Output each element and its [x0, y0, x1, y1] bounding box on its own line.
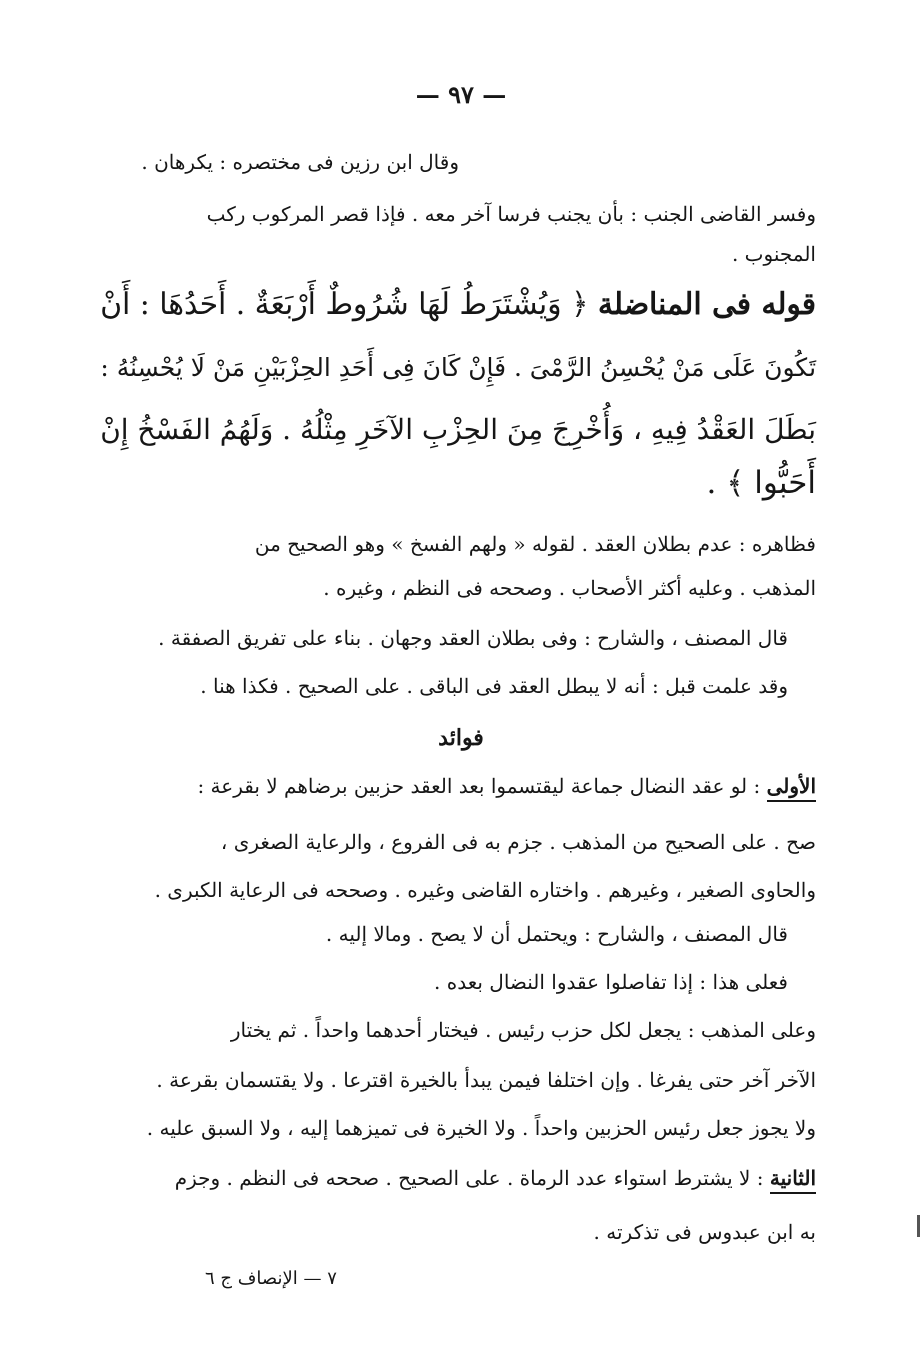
text-line: به ابن عبدوس فى تذكرته .	[593, 1220, 816, 1244]
text-line: وفسر القاضى الجنب : بأن يجنب فرسا آخر معه . فإذا قصر المركوب ركب	[206, 202, 816, 226]
text-line: قال المصنف ، والشارح : ويحتمل أن لا يصح . ومالا إليه .	[325, 922, 788, 946]
text-line	[175, 1168, 816, 1188]
section-lead: قوله فى المناضلة	[597, 287, 816, 322]
signature-mark: ٧ — الإنصاف ج ٦	[205, 1268, 337, 1289]
item-lead: الأولى	[767, 774, 816, 802]
text-line: المذهب . وعليه أكثر الأصحاب . وصححه فى النظم ، وغيره .	[323, 576, 816, 600]
text-line: وقال ابن رزين فى مختصره : يكرهان .	[141, 150, 459, 174]
page-number: — ٩٧ —	[415, 80, 507, 109]
text-line: قال المصنف ، والشارح : وفى بطلان العقد وجهان . بناء على تفريق الصفقة .	[158, 626, 788, 650]
quoted-text-line: تَكُونَ عَلَى مَنْ يُحْسِنُ الرَّمْىَ . فَإِنْ كَانَ فِى أَحَدِ الحِزْبَيْنِ مَنْ لَا يُحْسِنُهُ :	[100, 353, 816, 382]
item-text: : لو عقد النضال جماعة ليقتسموا بعد العقد حزبين برضاهم لا بقرعة :	[197, 774, 761, 798]
quoted-text-line	[100, 287, 816, 322]
text-line: فظاهره : عدم بطلان العقد . لقوله « ولهم الفسخ » وهو الصحيح من	[254, 532, 816, 556]
scan-edge-mark	[917, 1215, 920, 1237]
section-heading: فوائد	[438, 725, 484, 751]
text-line: فعلى هذا : إذا تفاصلوا عقدوا النضال بعده .	[434, 970, 788, 994]
text-line: المجنوب .	[731, 242, 816, 266]
text-line: الآخر آخر حتى يفرغا . وإن اختلفا فيمن يبدأ بالخيرة اقترعا . ولا يقتسمان بقرعة .	[156, 1068, 816, 1092]
text-line: والحاوى الصغير ، وغيرهم . واختاره القاضى وغيره . وصححه فى الرعاية الكبرى .	[154, 878, 816, 902]
item-text: : لا يشترط استواء عدد الرماة . على الصحيح . صححه فى النظم . وجزم	[174, 1166, 764, 1190]
item-lead: الثانية	[770, 1166, 816, 1194]
text-line	[197, 776, 816, 796]
text-line: ولا يجوز جعل رئيس الحزبين واحداً . ولا الخيرة فى تميزهما إليه ، ولا السبق عليه .	[146, 1116, 816, 1140]
text-line: صح . على الصحيح من المذهب . جزم به فى الفروع ، والرعاية الصغرى ،	[220, 830, 816, 854]
quoted-text-line: أَحَبُّوا ﴾ .	[706, 465, 816, 501]
text-line: وقد علمت قبل : أنه لا يبطل العقد فى الباقى . على الصحيح . فكذا هنا .	[200, 674, 788, 698]
text-line: وعلى المذهب : يجعل لكل حزب رئيس . فيختار أحدهما واحداً . ثم يختار	[230, 1018, 816, 1042]
quoted-text-line: بَطَلَ العَقْدُ فِيهِ ، وَأُخْرِجَ مِنَ الحِزْبِ الآخَرِ مِثْلُهُ . وَلَهُمُ الفَسْخُ إِنْ	[100, 413, 816, 446]
quote-text: ﴿ وَيُشْتَرَطُ لَهَا شُرُوطٌ أَرْبَعَةٌ . أَحَدُهَا : أَنْ	[100, 287, 589, 322]
